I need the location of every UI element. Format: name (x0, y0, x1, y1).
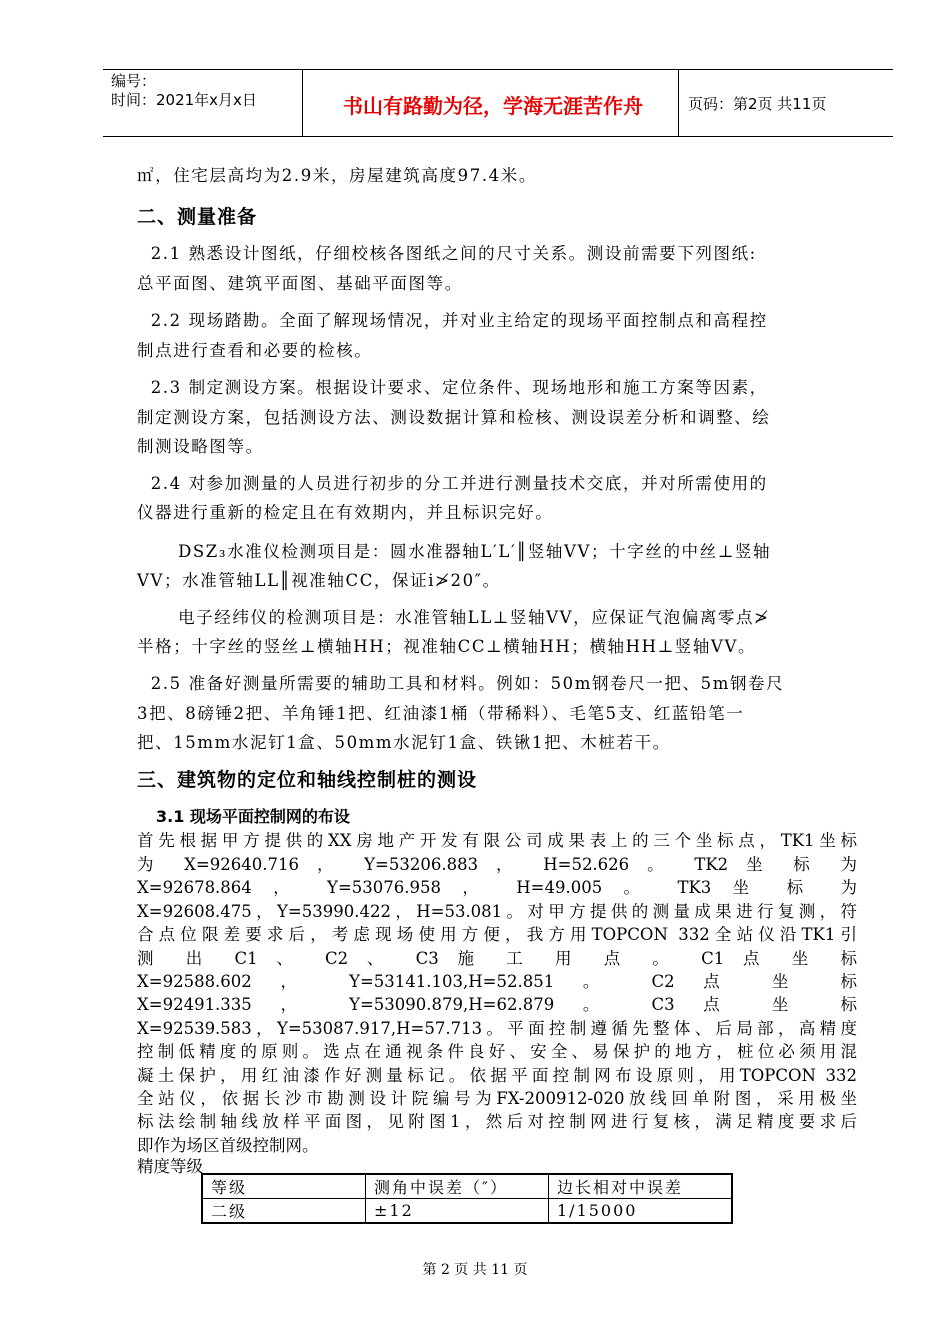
header-page-label: 页码：第2页 共11页 (688, 95, 827, 113)
table-header-cell: 测角中误差（″） (366, 1174, 549, 1199)
page-header (103, 69, 893, 137)
table-header-cell: 等级 (202, 1174, 366, 1199)
text-line: 2.1 熟悉设计图纸，仔细校核各图纸之间的尺寸关系。测设前需要下列图纸: (137, 244, 757, 263)
text-line: 3把、8磅锤2把、羊角锤1把、红油漆1桶（带稀料）、毛笔5支、红蓝铅笔一 (137, 704, 745, 723)
table-caption: 精度等级 (137, 1157, 203, 1176)
text-line: 仪器进行重新的检定且在有效期内，并且标识完好。 (137, 503, 554, 522)
doc-time-label: 时间：2021年x月x日 (111, 91, 257, 109)
text-line: 为 X=92640.716 ， Y=53206.883 ， H=52.626 。 TK2 坐 标 为 (137, 855, 857, 874)
header-divider (302, 70, 303, 136)
text-line: 2.3 制定测设方案。根据设计要求、定位条件、现场地形和施工方案等因素， (137, 378, 768, 397)
text-line: 全站仪，依据长沙市勘测设计院编号为FX-200912-020放线回单附图，采用极坐 (137, 1089, 857, 1108)
doc-number-label: 编号： (111, 72, 157, 90)
section-heading: 三、建筑物的定位和轴线控制桩的测设 (137, 769, 478, 791)
text-line: 即作为场区首级控制网。 (137, 1136, 319, 1155)
text-line: 2.4 对参加测量的人员进行初步的分工并进行测量技术交底，并对所需使用的 (137, 474, 768, 493)
text-line: 首先根据甲方提供的XX房地产开发有限公司成果表上的三个坐标点，TK1坐标 (137, 831, 857, 850)
text-line: 凝土保护，用红油漆作好测量标记。依据平面控制网布设原则，用TOPCON 332 (137, 1066, 857, 1085)
text-line: 制定测设方案，包括测设方法、测设数据计算和检核、测设误差分析和调整、绘 (137, 408, 771, 427)
text-line: 制测设略图等。 (137, 437, 264, 456)
table-header-row (202, 1174, 732, 1199)
header-motto: 书山有路勤为径，学海无涯苦作舟 (343, 94, 643, 118)
text-line: 半格；十字丝的竖丝⊥横轴HH；视准轴CC⊥横轴HH；横轴HH⊥竖轴VV。 (137, 637, 757, 656)
text-line: 合点位限差要求后，考虑现场使用方便，我方用TOPCON 332全站仪沿TK1引 (137, 925, 857, 944)
text-line: X=92588.602 ， Y=53141.103,H=52.851 。 C2 点 坐 标 (137, 972, 857, 991)
table-row (202, 1199, 732, 1224)
page-footer: 第 2 页 共 11 页 (422, 1262, 528, 1278)
text-line: 2.5 准备好测量所需要的辅助工具和材料。例如：50m钢卷尺一把、5m钢卷尺 (137, 674, 785, 693)
text-line: 总平面图、建筑平面图、基础平面图等。 (137, 274, 463, 293)
text-line: X=92539.583，Y=53087.917,H=57.713。平面控制遵循先整体、后局部，高精度 (137, 1019, 857, 1038)
text-line: 测 出 C1 、 C2 、 C3 施 工 用 点 。 C1 点 坐 标 (137, 949, 857, 968)
text-line: DSZ₃水准仪检测项目是：圆水准器轴L′L′║竖轴VV；十字丝的中丝⊥竖轴 (137, 542, 772, 561)
text-line: VV；水准管轴LL║视准轴CC，保证i≯20″。 (137, 571, 501, 590)
text-line: ㎡，住宅层高均为2.9米，房屋建筑高度97.4米。 (137, 166, 537, 185)
text-line: X=92608.475，Y=53990.422，H=53.081。对甲方提供的测量成果进行复测，符 (137, 902, 857, 921)
table-cell: ±12 (366, 1199, 549, 1224)
text-line: 控制低精度的原则。选点在通视条件良好、安全、易保护的地方，桩位必须用混 (137, 1042, 857, 1061)
text-line: X=92491.335 ， Y=53090.879,H=62.879 。 C3 点 坐 标 (137, 995, 857, 1014)
header-meta (111, 72, 257, 110)
text-line: 制点进行查看和必要的检核。 (137, 341, 373, 360)
text-line: X=92678.864 ， Y=53076.958 ， H=49.005 。 TK3 坐 标 为 (137, 878, 857, 897)
section-heading: 二、测量准备 (137, 206, 258, 228)
precision-table (201, 1173, 733, 1224)
table-cell: 二级 (202, 1199, 366, 1224)
text-line: 标法绘制轴线放样平面图，见附图1，然后对控制网进行复核，满足精度要求后 (137, 1112, 857, 1131)
subsection-heading: 3.1 现场平面控制网的布设 (156, 807, 350, 826)
table-cell: 1/15000 (549, 1199, 733, 1224)
text-line: 把、15mm水泥钉1盒、50mm水泥钉1盒、铁锹1把、木桩若干。 (137, 733, 671, 752)
text-line: 电子经纬仪的检测项目是：水准管轴LL⊥竖轴VV，应保证气泡偏离零点≯ (137, 608, 770, 627)
table-header-cell: 边长相对中误差 (549, 1174, 733, 1199)
text-line: 2.2 现场踏勘。全面了解现场情况，并对业主给定的现场平面控制点和高程控 (137, 311, 768, 330)
